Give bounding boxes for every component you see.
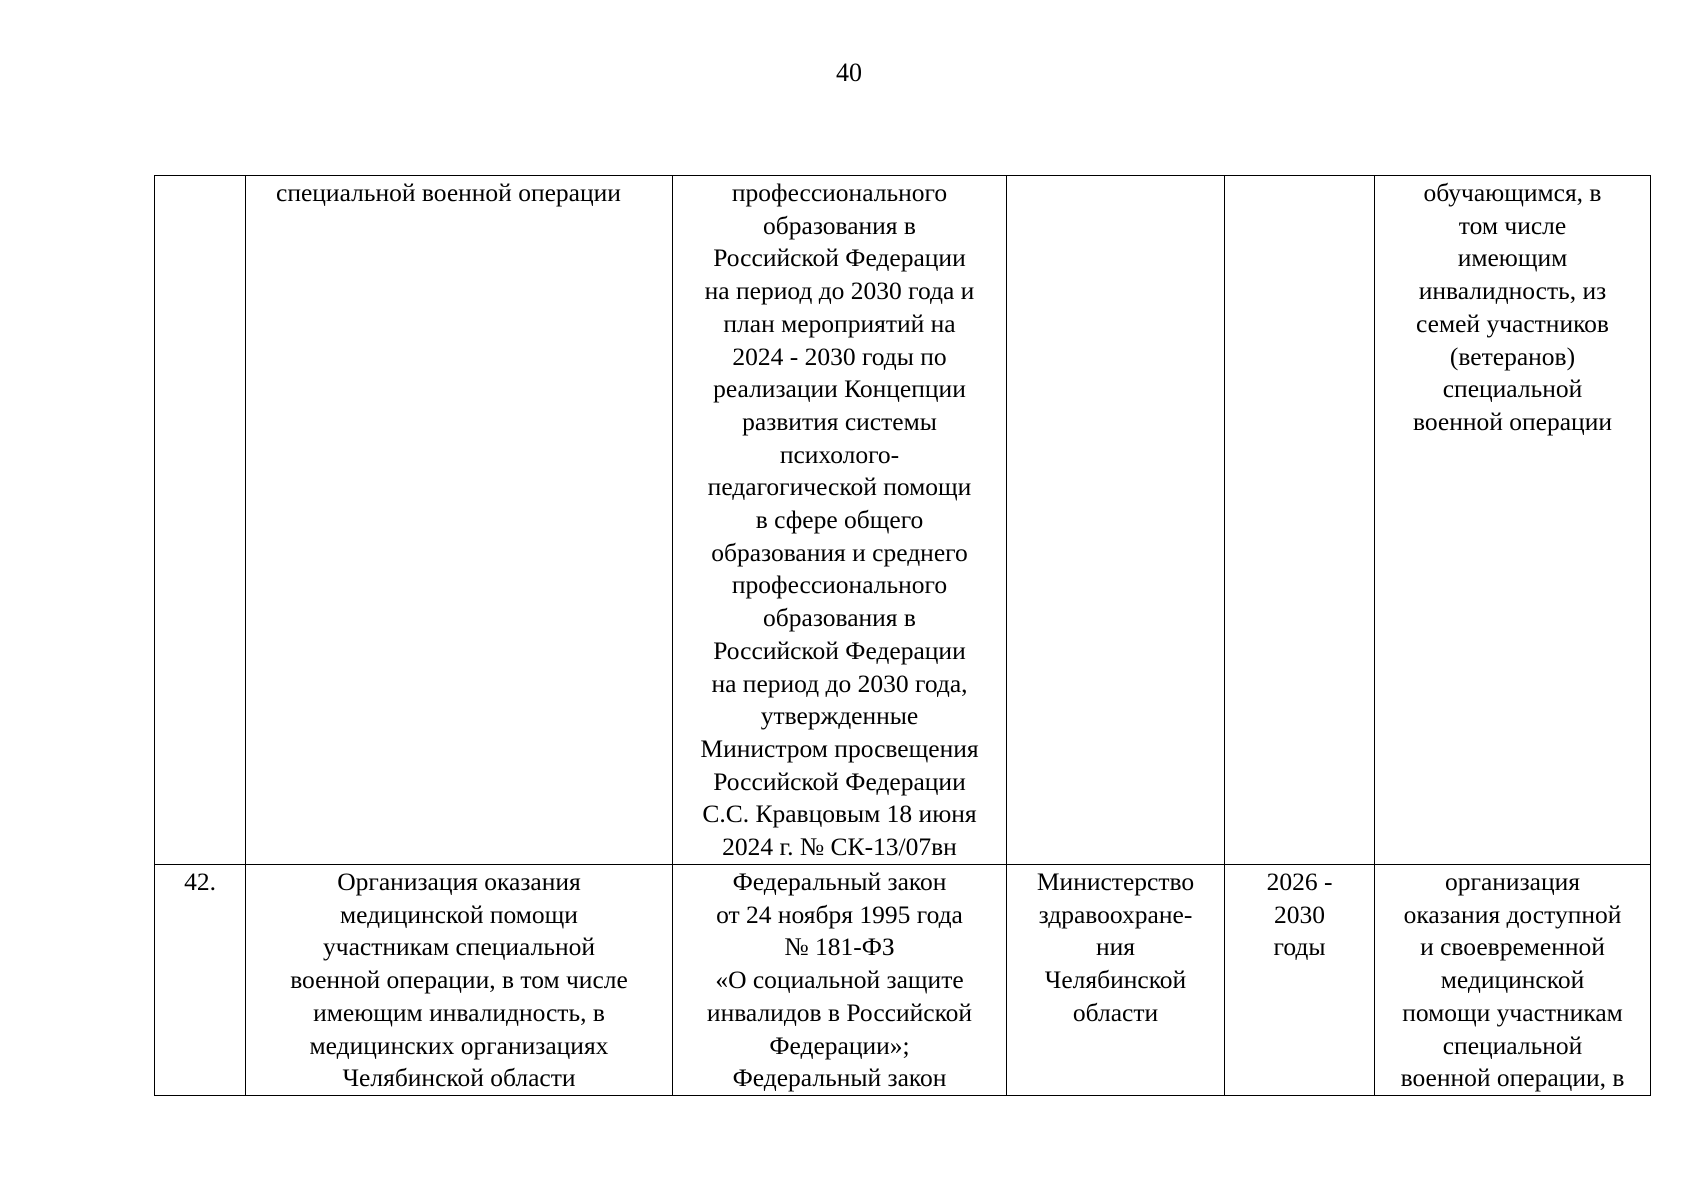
cell-term: 2026 - 2030 годы — [1225, 865, 1375, 1096]
cell-basis: профессионального образования в Российской Федерации на период до 2030 года и план мероприятий на 2024 - 2030 годы по реализации Концепции развития системы психолого- педагогической помощи в сфере общего образования и среднего профессионального образования в Российской Федерации на период до 2030 года, утвержденные Министром просвещения Российской Федерации С.С. Кравцовым 18 июня 2024 г. № СК-13/07вн — [673, 176, 1007, 865]
cell-event: специальной военной операции — [246, 176, 673, 865]
table-row — [155, 865, 1651, 1096]
cell-term — [1225, 176, 1375, 865]
page-number: 40 — [836, 58, 862, 87]
cell-event: Организация оказания медицинской помощи участникам специальной военной операции, в том числе имеющим инвалидность, в медицинских организациях Челябинской области — [246, 865, 673, 1096]
cell-executor: Министерство здравоохране- ния Челябинской области — [1007, 865, 1225, 1096]
measures-table — [154, 175, 1651, 1096]
cell-executor — [1007, 176, 1225, 865]
table-row — [155, 176, 1651, 865]
cell-number: 42. — [155, 865, 246, 1096]
cell-result: организация оказания доступной и своевременной медицинской помощи участникам специальной военной операции, в — [1375, 865, 1651, 1096]
cell-basis: Федеральный закон от 24 ноября 1995 года № 181-ФЗ «О социальной защите инвалидов в Российской Федерации»; Федеральный закон — [673, 865, 1007, 1096]
cell-number — [155, 176, 246, 865]
cell-result: обучающимся, в том числе имеющим инвалидность, из семей участников (ветеранов) специальной военной операции — [1375, 176, 1651, 865]
